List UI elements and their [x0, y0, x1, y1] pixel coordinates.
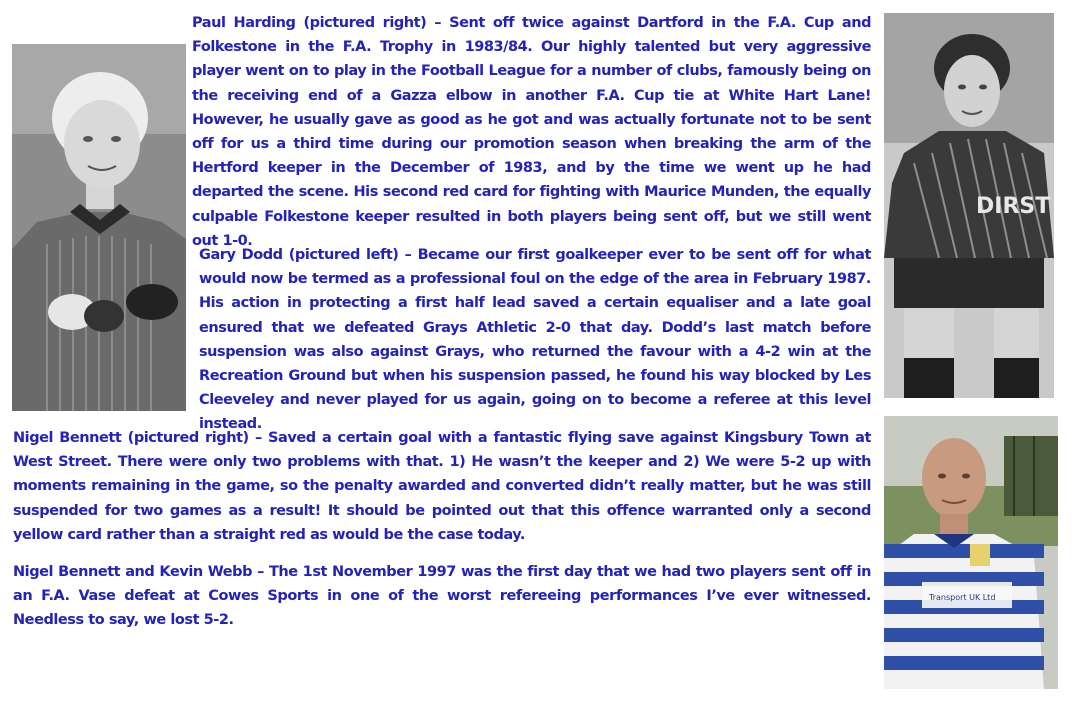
harding-text: Paul Harding (pictured right) – Sent off twice against Dartford in the F.A. Cup and Folkestone in the F.A. Trophy in 1983/84. Our highly talented but very aggressive player went on to play in the Football League for a number of clubs, famously being on the receiving end of a Gazza elbow in another F.A. Cup tie at White Hart Lane! However, he usually gave as good as he got and was actually fortunate not to be sent off for us a third time during our promotion season when breaking the arm of the Hertford keeper in the December of 1983, and by the time we went up he had departed the scene. His second red card for fighting with Maurice Munden, the equally culpable Folkestone keeper resulted in both players being sent off, but we still went out 1-0. — [192, 15, 871, 249]
dodd-text: Gary Dodd (pictured left) – Became our first goalkeeper ever to be sent off for what would now be termed as a professional foul on the edge of the area in February 1987. His action in protecting a first half lead saved a certain equaliser and a late goal ensured that we defeated Grays Athletic 2-0 that day. Dodd’s last match before suspension was also against Grays, who returned the favour with a 4-2 win at the Recreation Ground but when his suspension passed, he found his way blocked by Les Cleeveley and never played for us again, going on to become a referee at this level instead. — [199, 247, 871, 433]
sponsor-text: Transport UK Ltd — [929, 593, 996, 602]
bennett-webb-text: Nigel Bennett and Kevin Webb – The 1st November 1997 was the first day that we had two players sent off in an F.A. Vase defeat at Cowes Sports in one of the worst refereeing performances I’ve ever witnessed. Needless to say, we lost 5-2. — [13, 564, 871, 629]
shirt-sponsor-text: DIRST — [976, 194, 1051, 219]
gary-dodd-photo — [12, 44, 186, 411]
bennett-text: Nigel Bennett (pictured right) – Saved a certain goal with a fantastic flying save against Kingsbury Town at West Street. There were only two problems with that. 1) He wasn’t the keeper and 2) We were 5-2 up with moments remaining in the game, so the penalty awarded and converted didn’t really matter, but he was still suspended for two games as a result! It should be pointed out that this offence warranted only a second yellow card rather than a straight red as would be the case today. — [13, 430, 871, 543]
nigel-bennett-photo — [884, 416, 1058, 689]
bennett-webb-paragraph — [13, 560, 871, 633]
paul-harding-photo — [884, 13, 1054, 398]
dodd-paragraph — [199, 243, 871, 437]
bennett-paragraph — [13, 426, 871, 547]
